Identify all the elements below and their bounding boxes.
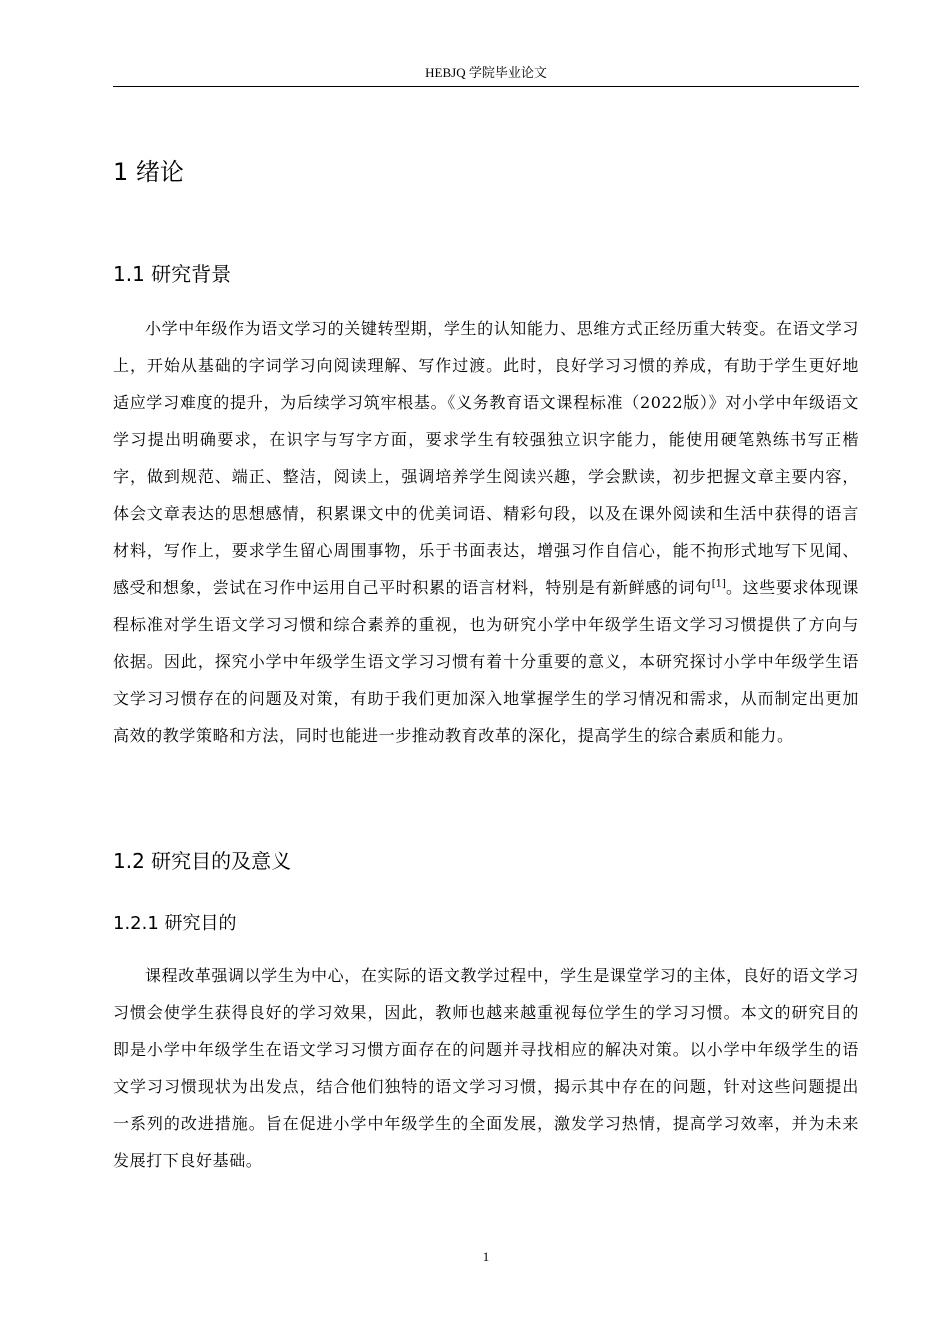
page-number: 1 (482, 1249, 490, 1264)
purpose-paragraph: 课程改革强调以学生为中心，在实际的语文教学过程中，学生是课堂学习的主体，良好的语文学习习惯会使学生获得良好的学习效果，因此，教师也越来越重视每位学生的学习习惯。本文的研究目的即是小学中年级学生在语文学习习惯方面存在的问题并寻找相应的解决对策。以小学中年级学生的语文学习习惯现状为出发点，结合他们独特的语文学习习惯，揭示其中存在的问题，针对这些问题提出一系列的改进措施。旨在促进小学中年级学生的全面发展，激发学习热情，提高学习效率，并为未来发展打下良好基础。 (113, 966, 859, 1170)
background-paragraph-text-2: 。这些要求体现课程标准对学生语文学习习惯和综合素养的重视，也为研究小学中年级学生语文学习习惯提供了方向与依据。因此，探究小学中年级学生语文学习习惯有着十分重要的意义，本研究探讨小学中年级学生语文学习习惯存在的问题及对策，有助于我们更加深入地掌握学生的学习情况和需求，从而制定出更加高效的教学策略和方法，同时也能进一步推动教育改革的深化，提高学生的综合素质和能力。 (113, 578, 859, 745)
background-paragraph-text-1: 小学中年级作为语文学习的关键转型期，学生的认知能力、思维方式正经历重大转变。在语文学习上，开始从基础的字词学习向阅读理解、写作过渡。此时，良好学习习惯的养成，有助于学生更好地适应学习难度的提升，为后续学习筑牢根基。《义务教育语文课程标准（2022版）》对小学中年级语文学习提出明确要求，在识字与写字方面，要求学生有较强独立识字能力，能使用硬笔熟练书写正楷字，做到规范、端正、整洁，阅读上，强调培养学生阅读兴趣，学会默读，初步把握文章主要内容，体会文章表达的思想感情，积累课文中的优美词语、精彩句段，以及在课外阅读和生活中获得的语言材料，写作上，要求学生留心周围事物，乐于书面表达，增强习作自信心，能不拘形式地写下见闻、感受和想象，尝试在习作中运用自己平时积累的语言材料，特别是有新鲜感的词句 (113, 319, 859, 597)
citation-marker: [1] (711, 578, 726, 590)
header-rule (113, 86, 859, 87)
background-paragraph (113, 310, 859, 754)
section-title-1-2-1: 1.2.1 研究目的 (113, 913, 237, 934)
running-header: HEBJQ 学院毕业论文 (425, 65, 547, 80)
section-title-1-1: 1.1 研究背景 (113, 262, 232, 286)
chapter-title: 1 绪论 (113, 158, 184, 186)
section-title-1-2: 1.2 研究目的及意义 (113, 849, 292, 873)
